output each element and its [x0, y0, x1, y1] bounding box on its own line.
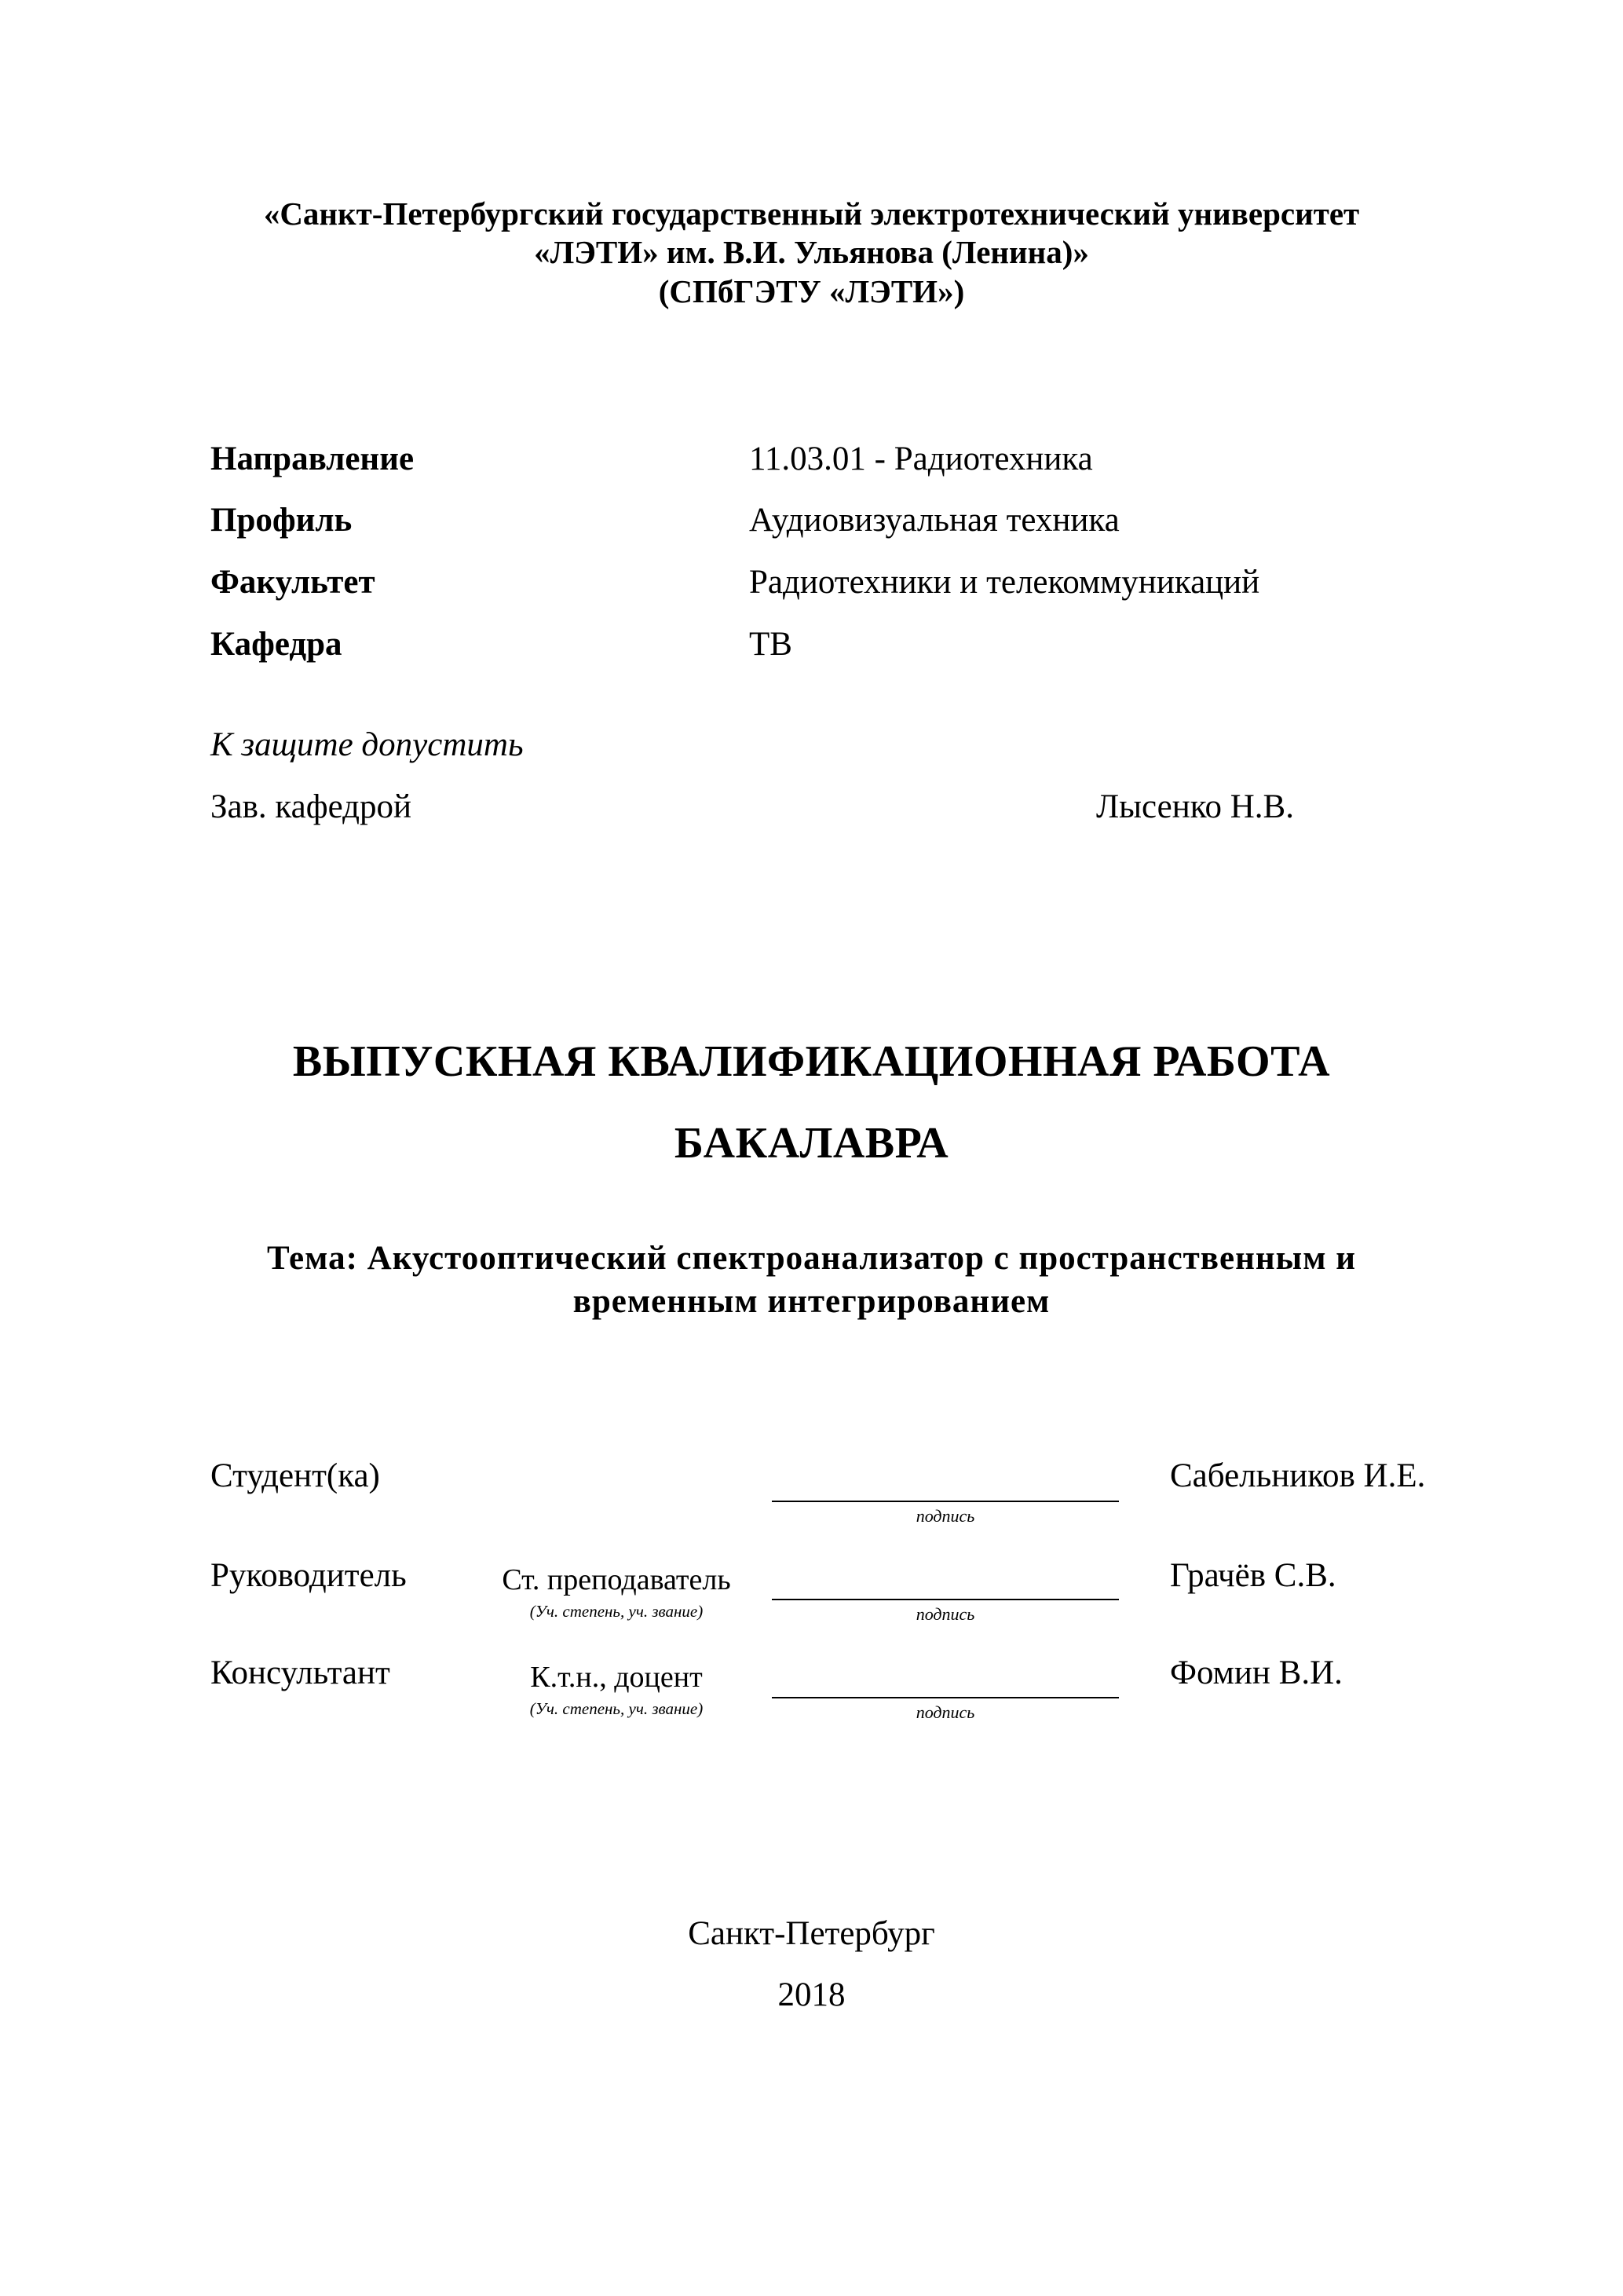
supervisor-signature-line: [772, 1599, 1119, 1600]
work-title-line-2: БАКАЛАВРА: [674, 1119, 949, 1168]
university-name-line-1: «Санкт-Петербургский государственный электротехнический университет: [263, 196, 1360, 232]
direction-label: Направление: [210, 441, 415, 477]
supervisor-name: Грачёв С.В.: [1170, 1557, 1336, 1594]
department-head-name: Лысенко Н.В.: [1096, 788, 1294, 825]
work-title-line-1: ВЫПУСКНАЯ КВАЛИФИКАЦИОННАЯ РАБОТА: [292, 1037, 1331, 1086]
profile-value: Аудиовизуальная техника: [749, 502, 1120, 539]
supervisor-position-caption: (Уч. степень, уч. звание): [529, 1602, 704, 1621]
topic-line-1: Тема: Акустооптический спектроанализатор с пространственным и: [266, 1240, 1357, 1277]
faculty-value: Радиотехники и телекоммуникаций: [749, 564, 1260, 601]
admission-text: К защите допустить: [210, 726, 524, 763]
student-role: Студент(ка): [210, 1457, 380, 1494]
consultant-name: Фомин В.И.: [1170, 1654, 1343, 1691]
university-name-line-2: «ЛЭТИ» им. В.И. Ульянова (Ленина)»: [534, 234, 1089, 270]
profile-label: Профиль: [210, 502, 353, 539]
direction-value: 11.03.01 - Радиотехника: [749, 441, 1093, 477]
supervisor-role: Руководитель: [210, 1557, 407, 1594]
consultant-role: Консультант: [210, 1654, 390, 1691]
year: 2018: [777, 1976, 846, 2013]
topic-line-2: временным интегрированием: [572, 1283, 1051, 1320]
city: Санкт-Петербург: [688, 1915, 935, 1952]
student-signature-caption: подпись: [916, 1506, 975, 1526]
consultant-position-caption: (Уч. степень, уч. звание): [529, 1699, 704, 1718]
department-value: ТВ: [749, 626, 792, 663]
student-name: Сабельников И.Е.: [1170, 1457, 1426, 1494]
supervisor-position: Ст. преподаватель: [502, 1563, 731, 1596]
consultant-position: К.т.н., доцент: [530, 1661, 703, 1694]
consultant-signature-line: [772, 1697, 1119, 1698]
department-head-label: Зав. кафедрой: [210, 788, 412, 825]
student-signature-line: [772, 1501, 1119, 1502]
consultant-signature-caption: подпись: [916, 1702, 975, 1722]
university-abbreviation: (СПбГЭТУ «ЛЭТИ»): [658, 273, 965, 309]
faculty-label: Факультет: [210, 564, 375, 601]
supervisor-signature-caption: подпись: [916, 1604, 975, 1624]
department-label: Кафедра: [210, 626, 342, 663]
